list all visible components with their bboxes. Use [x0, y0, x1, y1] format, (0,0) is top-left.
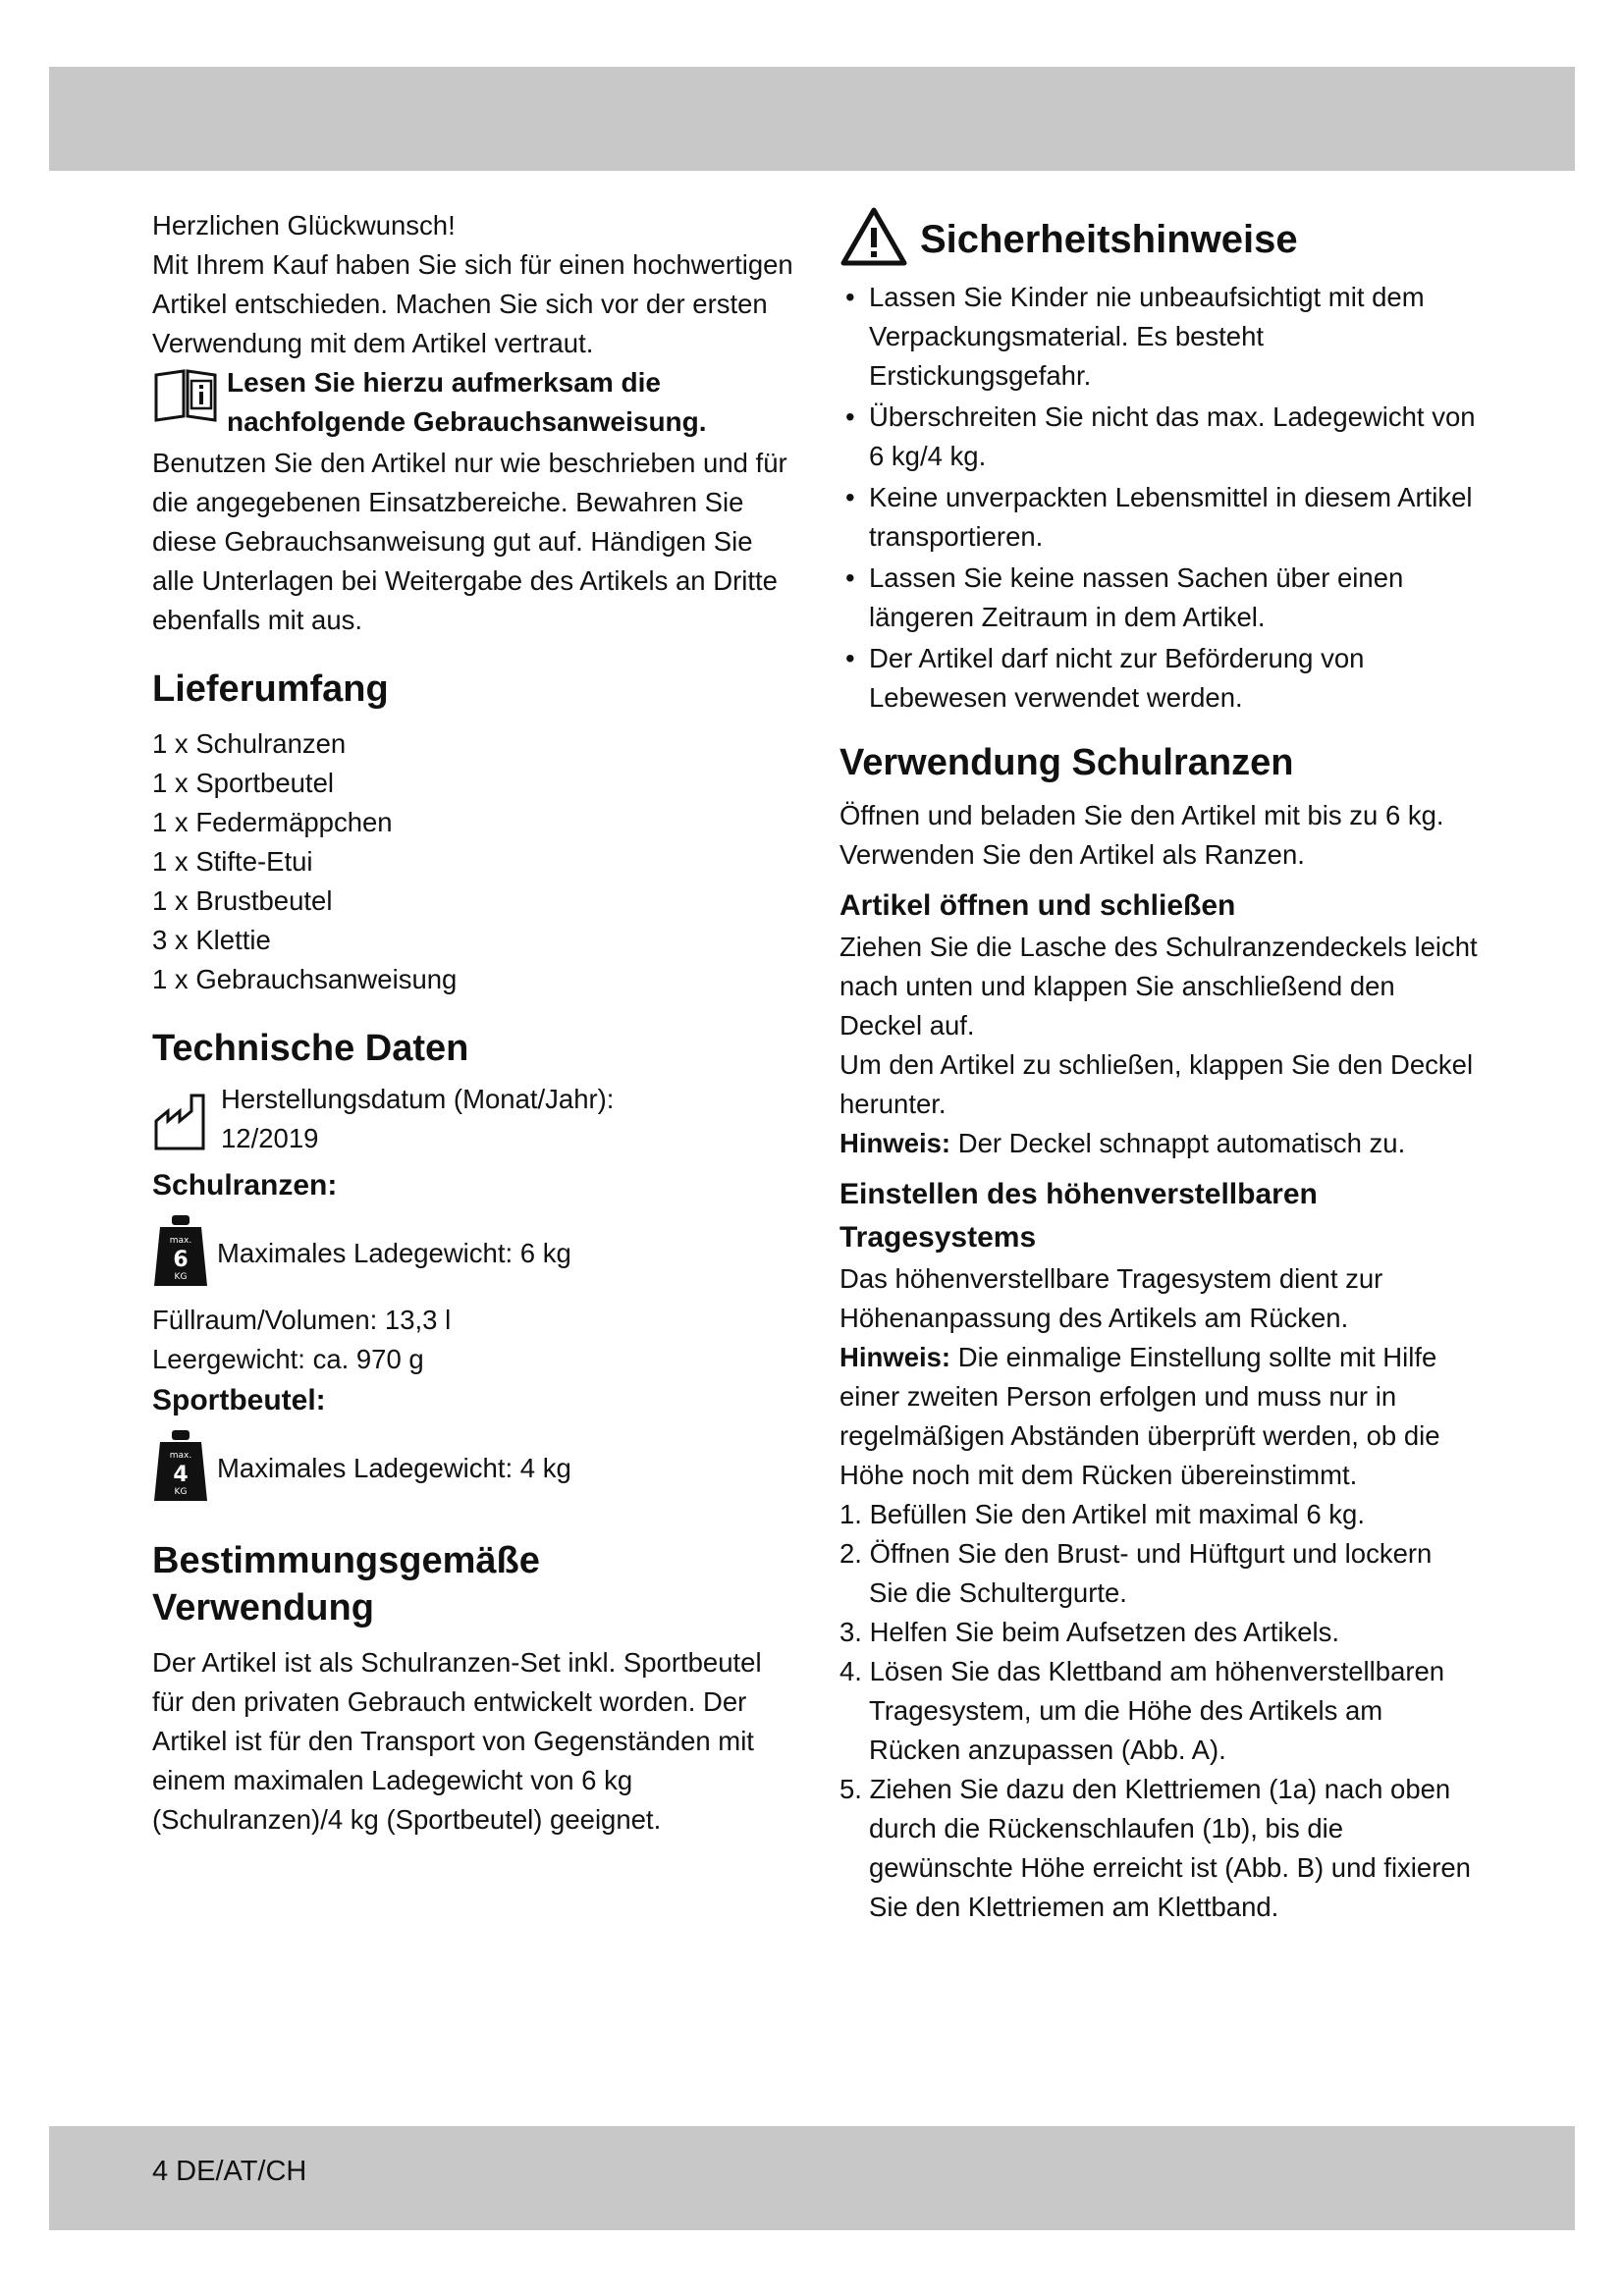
- safety-list: [839, 278, 1478, 718]
- hint-paragraph-2: [839, 1338, 1478, 1495]
- max-weight-4kg-icon: [152, 1428, 217, 1508]
- list-item: 1 x Gebrauchsanweisung: [152, 964, 458, 994]
- schoolbag-max-text: Maximales Ladegewicht: 6 kg: [217, 1237, 571, 1268]
- intended-use-text: Der Artikel ist als Schulranzen-Set inkl. Sportbeutel für den privaten Gebrauch entwickelt worden. Der Artikel ist für den Transport von Gegenständen mit einem maximalen Ladegewicht von 6 kg (Schulranzen)/4 kg (Sportbeutel) geeignet.: [152, 1647, 762, 1835]
- list-item: • Lassen Sie keine nassen Sachen über einen längeren Zeitraum in dem Artikel.: [839, 559, 1478, 637]
- list-item: 1. Befüllen Sie den Artikel mit maximal 6 kg.: [839, 1499, 1365, 1529]
- empty-weight-text: Leergewicht: ca. 970 g: [152, 1344, 424, 1374]
- tech-title: Technische Daten: [152, 1028, 469, 1069]
- manual-info-icon: [152, 363, 227, 427]
- hint-text: Die einmalige Einstellung sollte mit Hilfe einer zweiten Person erfolgen und muss nur in regelmäßigen Abständen überprüft werden, ob die Höhe noch mit dem Rücken übereinstimmt.: [839, 1342, 1440, 1490]
- page-number: 4 DE/AT/CH: [152, 2156, 307, 2187]
- hint-label: Hinweis:: [839, 1128, 951, 1158]
- list-item: 1 x Brustbeutel: [152, 885, 333, 916]
- sportbag-title: Sportbeutel:: [152, 1384, 326, 1416]
- icon-max-label: max.: [169, 1236, 192, 1246]
- adjust-title: Einstellen des höhenverstellbaren Tragesystems: [839, 1178, 1318, 1254]
- list-item: 2. Öffnen Sie den Brust- und Hüftgurt und lockern Sie die Schultergurte.: [839, 1538, 1433, 1608]
- list-item: • Der Artikel darf nicht zur Beförderung von Lebewesen verwendet werden.: [839, 639, 1478, 718]
- date-value: 12/2019: [221, 1123, 319, 1153]
- scope-title: Lieferumfang: [152, 668, 389, 710]
- intended-use-title: Bestimmungsgemäße Verwendung: [152, 1540, 540, 1629]
- list-item: • Lassen Sie Kinder nie unbeaufsichtigt mit dem Verpackungsmaterial. Es besteht Erstickungsgefahr.: [839, 278, 1478, 396]
- icon-max-label: max.: [169, 1451, 192, 1461]
- close-text: Um den Artikel zu schließen, klappen Sie den Deckel herunter.: [839, 1049, 1474, 1119]
- adjust-steps: [839, 1495, 1478, 1927]
- date-label: Herstellungsdatum (Monat/Jahr):: [221, 1084, 615, 1114]
- read-manual-notice: [152, 363, 795, 442]
- left-column: [152, 206, 795, 1840]
- icon-kg-label: KG: [174, 1272, 188, 1282]
- factory-icon: [152, 1080, 221, 1157]
- list-item: • Überschreiten Sie nicht das max. Ladegewicht von 6 kg/4 kg.: [839, 398, 1478, 476]
- icon-number: 4: [173, 1463, 189, 1487]
- sportbag-max-text: Maximales Ladegewicht: 4 kg: [217, 1452, 571, 1483]
- open-close-title: Artikel öffnen und schließen: [839, 889, 1236, 922]
- sportbag-weight: [152, 1428, 795, 1508]
- list-item: 4. Lösen Sie das Klettband am höhenverstellbaren Tragesystem, um die Höhe des Artikels am Rücken anzupassen (Abb. A).: [839, 1656, 1445, 1765]
- list-item: 1 x Federmäppchen: [152, 807, 393, 837]
- use-title: Verwendung Schulranzen: [839, 742, 1294, 783]
- footer-band: [49, 2126, 1575, 2230]
- manufacture-date: [152, 1080, 795, 1158]
- hint-text: Der Deckel schnappt automatisch zu.: [950, 1128, 1406, 1158]
- list-item: 1 x Schulranzen: [152, 728, 347, 759]
- scope-list: [152, 724, 795, 999]
- schoolbag-title: Schulranzen:: [152, 1169, 338, 1201]
- usage-text: Benutzen Sie den Artikel nur wie beschrieben und für die angegebenen Einsatzbereiche. Bewahren Sie diese Gebrauchsanweisung gut auf. Händigen Sie alle Unterlagen bei Weitergabe des Artikels an Dritte ebenfalls mit aus.: [152, 448, 787, 635]
- max-weight-6kg-icon: [152, 1213, 217, 1293]
- use-text: Öffnen und beladen Sie den Artikel mit bis zu 6 kg. Verwenden Sie den Artikel als Ranzen.: [839, 800, 1444, 870]
- adjust-text: Das höhenverstellbare Tragesystem dient zur Höhenanpassung des Artikels am Rücken.: [839, 1263, 1383, 1333]
- volume-text: Füllraum/Volumen: 13,3 l: [152, 1305, 452, 1335]
- list-item: • Keine unverpackten Lebensmittel in diesem Artikel transportieren.: [839, 478, 1478, 557]
- warning-icon: [839, 206, 920, 272]
- hint-label: Hinweis:: [839, 1342, 951, 1372]
- open-text: Ziehen Sie die Lasche des Schulranzendeckels leicht nach unten und klappen Sie anschließend den Deckel auf.: [839, 932, 1478, 1041]
- hint-paragraph-1: [839, 1124, 1478, 1163]
- greeting: Herzlichen Glückwunsch!: [152, 210, 456, 240]
- header-band: [49, 67, 1575, 171]
- icon-kg-label: KG: [174, 1487, 188, 1497]
- schoolbag-weight: [152, 1213, 795, 1293]
- list-item: 1 x Sportbeutel: [152, 768, 334, 798]
- intro-text: Mit Ihrem Kauf haben Sie sich für einen hochwertigen Artikel entschieden. Machen Sie sich vor der ersten Verwendung mit dem Artikel vertraut.: [152, 249, 793, 358]
- list-item: 3 x Klettie: [152, 925, 271, 955]
- icon-number: 6: [173, 1248, 189, 1272]
- list-item: 3. Helfen Sie beim Aufsetzen des Artikels.: [839, 1617, 1340, 1647]
- notice-text: Lesen Sie hierzu aufmerksam die nachfolgende Gebrauchsanweisung.: [227, 367, 707, 437]
- right-column: [839, 206, 1478, 1927]
- safety-heading: [839, 206, 1478, 272]
- safety-title: Sicherheitshinweise: [920, 217, 1298, 261]
- list-item: 1 x Stifte-Etui: [152, 846, 313, 877]
- list-item: 5. Ziehen Sie dazu den Klettriemen (1a) nach oben durch die Rückenschlaufen (1b), bis die gewünschte Höhe erreicht ist (Abb. B) und fixieren Sie den Klettriemen am Klettband.: [839, 1774, 1471, 1922]
